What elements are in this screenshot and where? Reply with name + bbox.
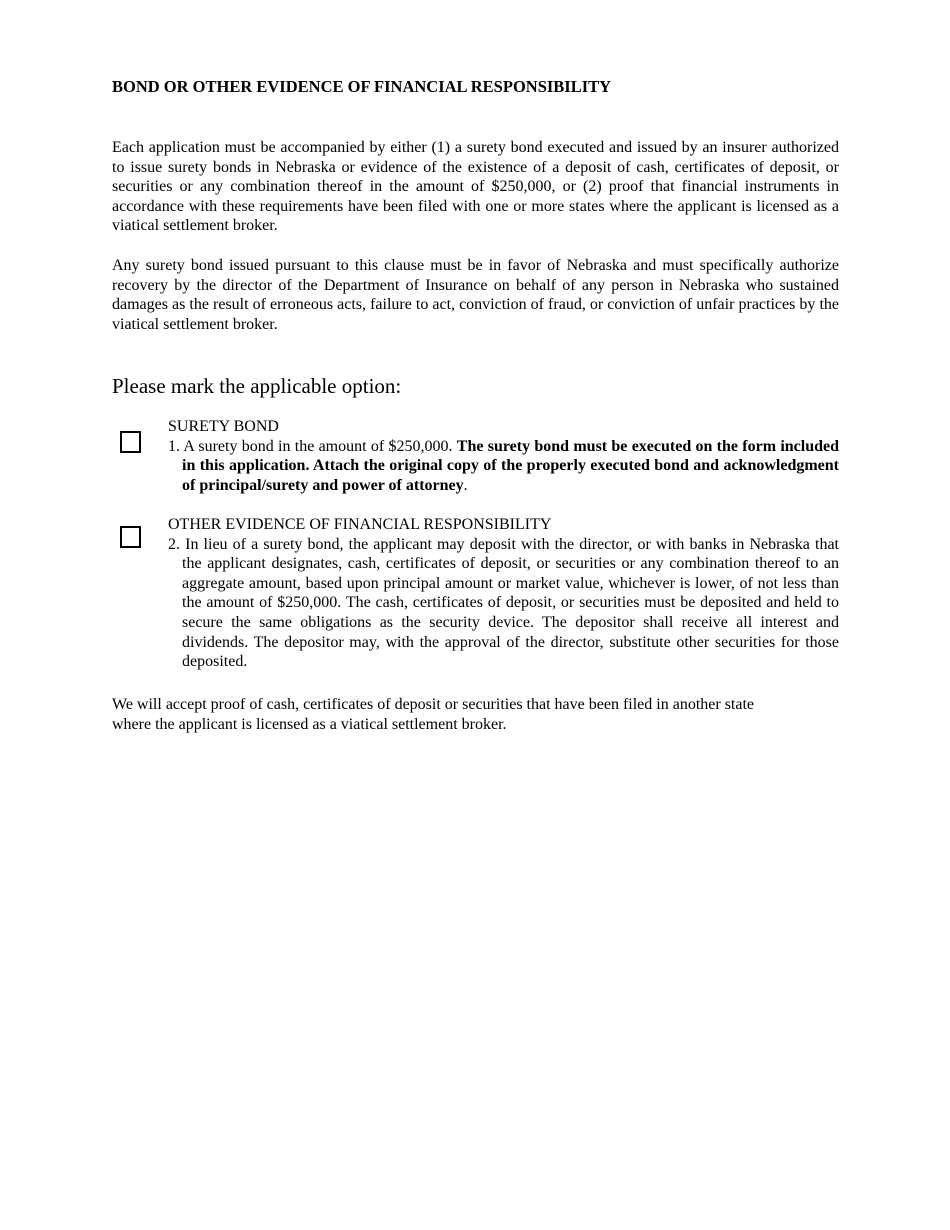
- other-evidence-option: [168, 515, 839, 672]
- surety-bond-heading: SURETY BOND: [168, 418, 279, 435]
- other-evidence-checkbox[interactable]: [120, 526, 141, 548]
- option-prompt: Please mark the applicable option:: [112, 374, 402, 398]
- closing-line-2: where the applicant is licensed as a viatical settlement broker.: [112, 715, 507, 733]
- document-title: BOND OR OTHER EVIDENCE OF FINANCIAL RESPONSIBILITY: [112, 77, 612, 96]
- other-evidence-text: 2. In lieu of a surety bond, the applicant may deposit with the director, or with banks in Nebraska that the applicant designates, cash, certificates of deposit, or securities or any combination thereof to an aggregate amount, based upon principal amount or market value, whichever is lower, of not less than the amount of $250,000. The cash, certificates of deposit, or securities must be deposited and held to secure the same obligations as the security device. The depositor shall receive all interest and dividends. The depositor may, with the approval of the director, substitute other securities for those deposited.: [168, 535, 839, 671]
- intro-paragraph: Each application must be accompanied by either (1) a surety bond executed and issued by an insurer authorized to issue surety bonds in Nebraska or evidence of the existence of a deposit of cash, certificates of deposit, or securities or any combination thereof in the amount of $250,000, or (2) proof that financial instruments in accordance with these requirements have been filed with one or more states where the applicant is licensed as a viatical settlement broker.: [112, 139, 839, 235]
- surety-bond-text-end: .: [463, 476, 468, 494]
- surety-bond-text: [168, 437, 839, 496]
- surety-bond-text-plain: 1. A surety bond in the amount of $250,000.: [168, 437, 453, 455]
- surety-bond-checkbox[interactable]: [120, 431, 141, 453]
- other-evidence-heading: OTHER EVIDENCE OF FINANCIAL RESPONSIBILITY: [168, 516, 552, 533]
- surety-requirements-paragraph: Any surety bond issued pursuant to this clause must be in favor of Nebraska and must specifically authorize recovery by the director of the Department of Insurance on behalf of any person in Nebraska who sustained damages as the result of erroneous acts, failure to act, conviction of fraud, or conviction of unfair practices by the viatical settlement broker.: [112, 257, 839, 333]
- surety-bond-option: [168, 417, 839, 495]
- closing-line-1: We will accept proof of cash, certificates of deposit or securities that have been filed in another state: [112, 696, 755, 713]
- surety-bond-text-bold: The surety bond must be executed on the form included in this application. Attach the original copy of the properly executed bond and acknowledgment of principal/surety and power of attorney: [182, 437, 840, 494]
- closing-paragraph: [112, 695, 839, 734]
